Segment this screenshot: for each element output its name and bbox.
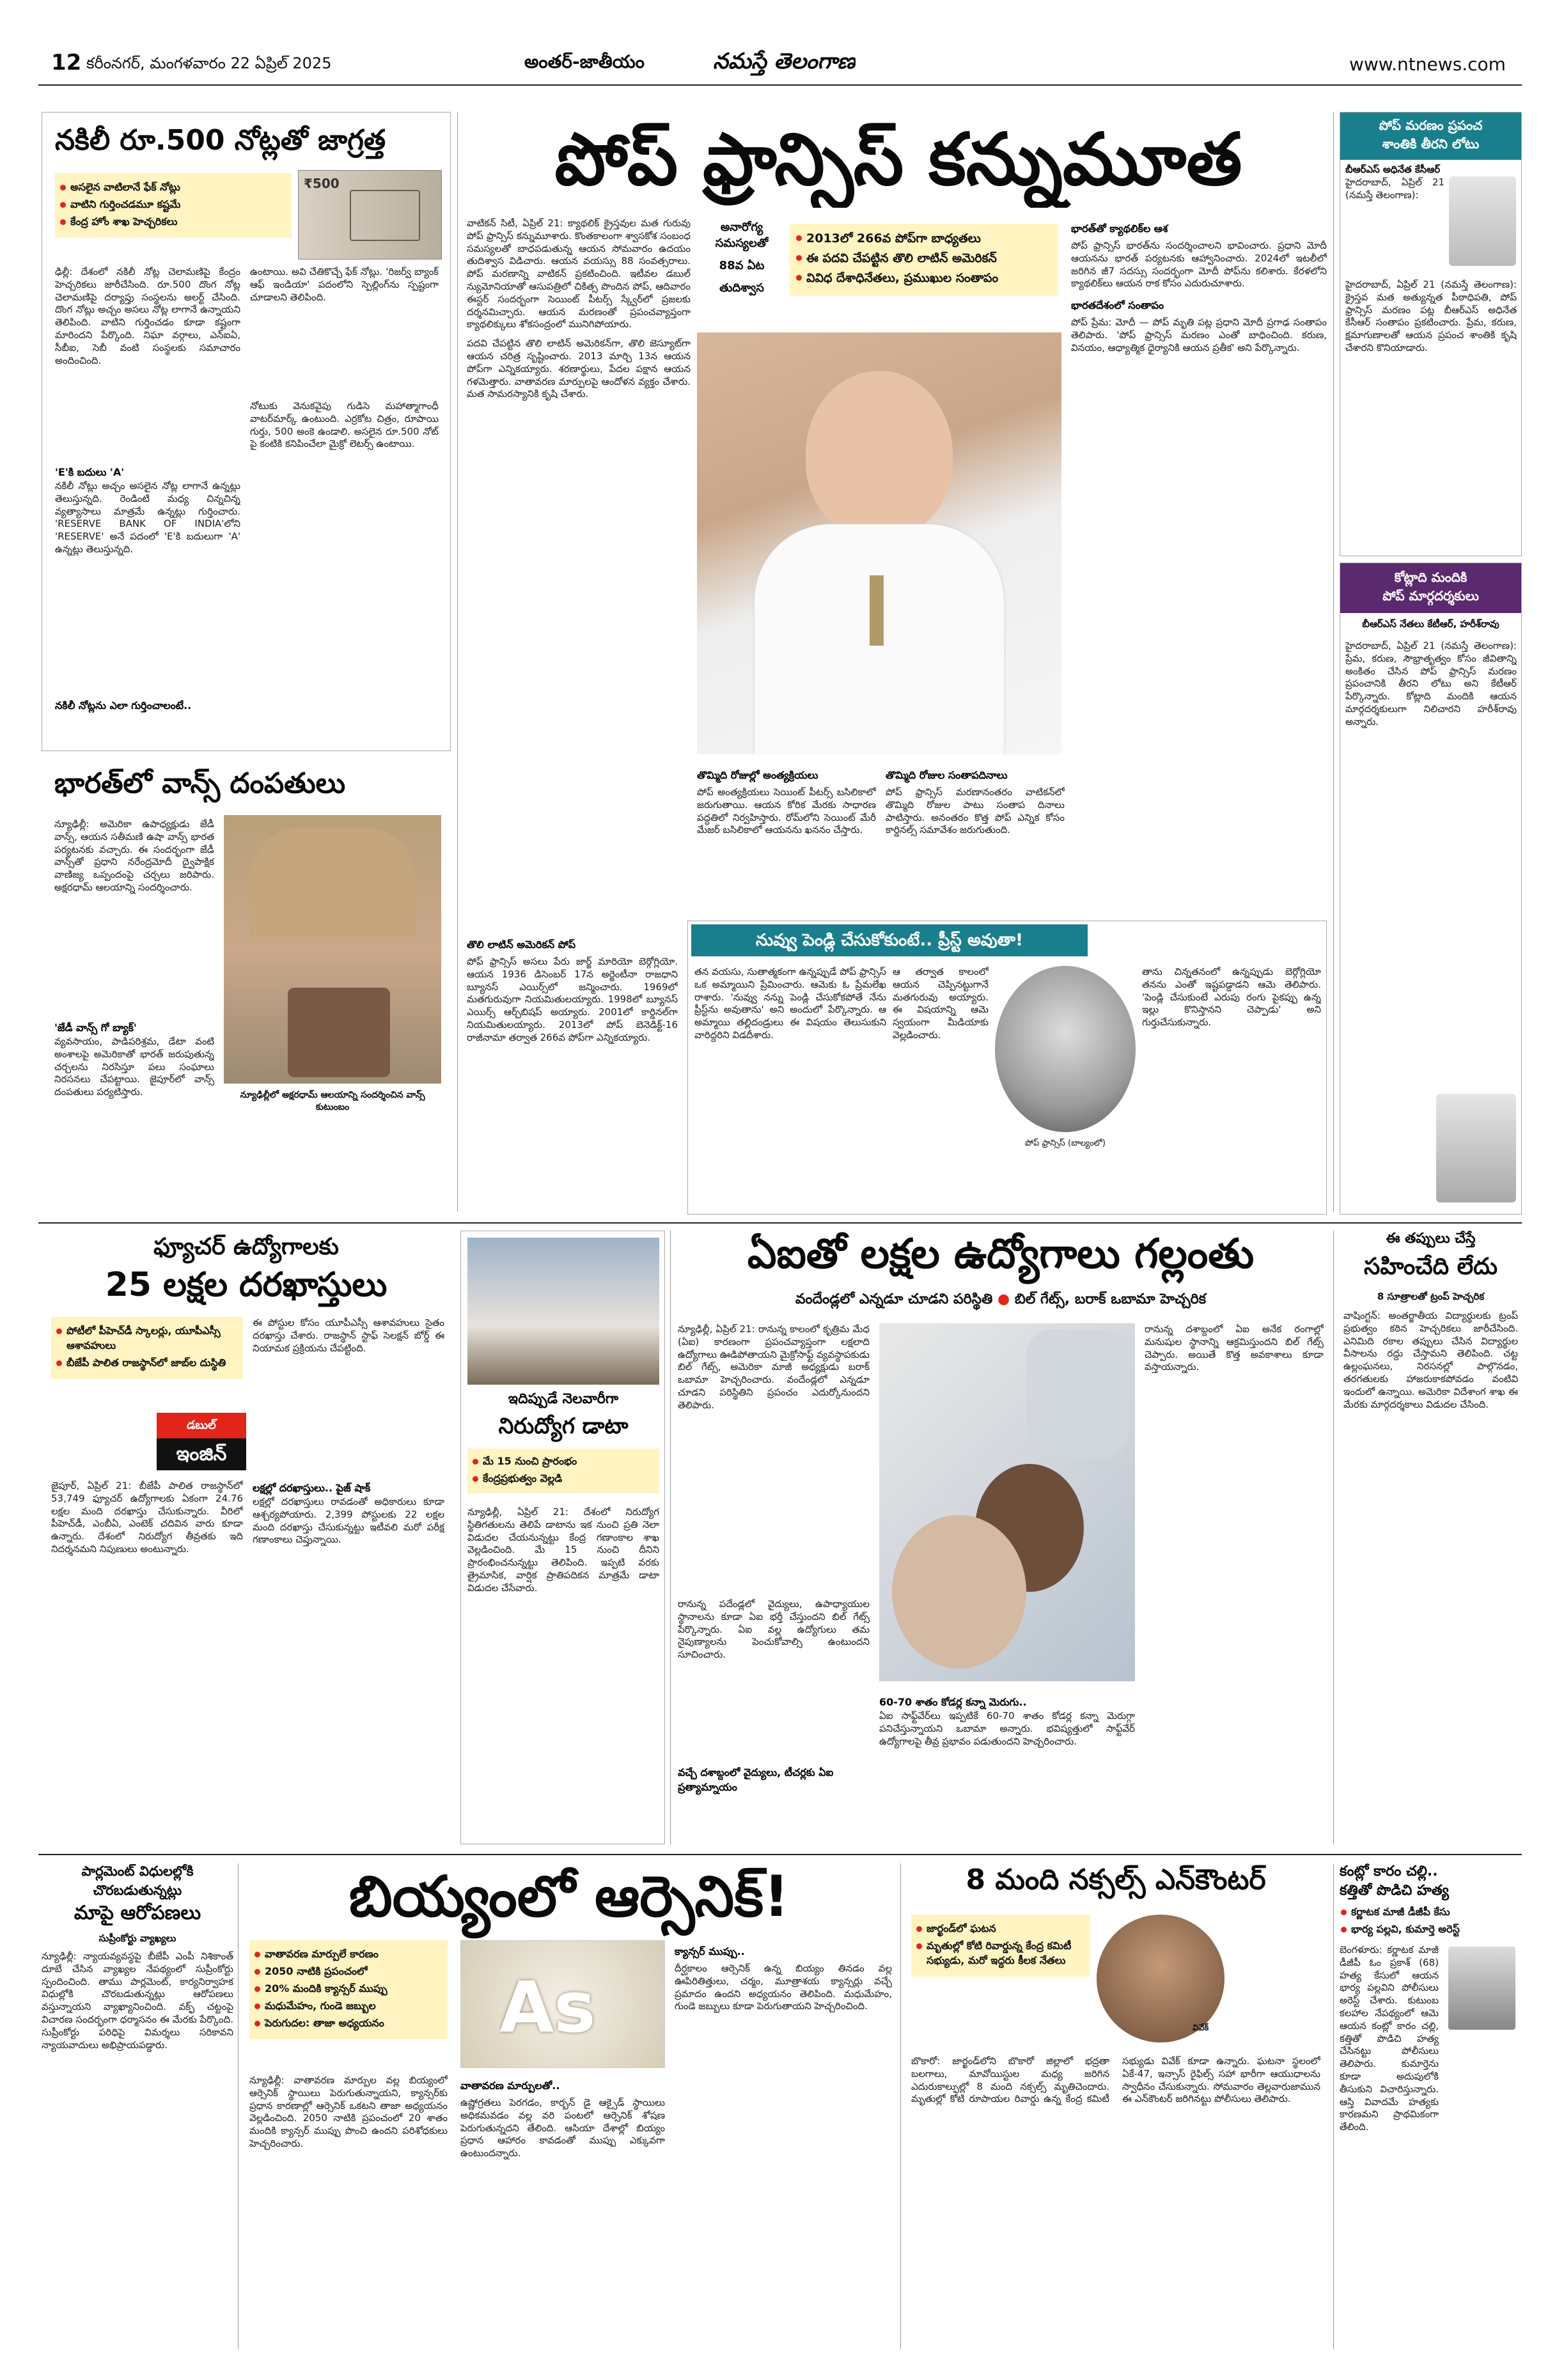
future-title2: 25 లక్షల దరఖాస్తులు	[105, 1266, 387, 1304]
robot-image	[1026, 1330, 1129, 1458]
karnataka-title1: కంట్లో కారం చల్లి..	[1340, 1863, 1438, 1879]
future-col2: ఈ పోస్టుల కోసం యూపీఎస్సీ ఆశావహులు సైతం దరఖాస్తు చేశారు. రాజస్థాన్‌ స్టాఫ్‌ సెలక్షన్‌ బోర్డ్‌ ఈ నియామక ప్రక్రియను చేపట్టింది.	[253, 1317, 444, 1354]
young-pope-photo	[995, 966, 1136, 1132]
arsenic-bullets	[249, 1940, 448, 2039]
future-col1: జైపూర్‌, ఏప్రిల్‌ 21: బీజేపీ పాలిత రాజస్థాన్‌లో 53,749 ఫ్యూచర్‌ ఉద్యోగాలకు ఏకంగా 24.76 లక్షల మంది దరఖాస్తు చేసుకున్నారు. వీరిలో పీహెచ్‌డీ, ఎంబీఏ, ఎంటెక్‌ చదివిన వారు కూడా ఉన్నారు. దేశంలో నిరుద్యోగ తీవ్రతకు ఇది నిదర్శనమని నిపుణులు అంటున్నారు.	[51, 1480, 243, 1555]
ktr-byline: బీఆర్‌ఎస్‌ నేతలు కేటీఆర్‌, హరీశ్‌రావు	[1362, 618, 1499, 630]
ai-col4: రానున్న దశాబ్దంలో ఏఐ అనేక రంగాల్లో మనుషుల స్థానాన్ని ఆక్రమిస్తుందని బిల్‌ గేట్స్‌ చెప్పారు. అయితే కొత్త అవకాశాలు కూడా వస్తాయన్నారు.	[1145, 1323, 1324, 1373]
parliament-article	[42, 1863, 233, 2349]
unemp-title-a: ఇదిప్పుడే నెలవారీగా	[508, 1391, 619, 1407]
engine-badge: ఇంజిన్‌	[157, 1438, 246, 1470]
bullet: 2050 నాటికి ప్రపంచంలో	[253, 1965, 444, 1980]
ai-col2: రానున్న పదేండ్లలో వైద్యులు, ఉపాధ్యాయుల స్థానాలను కూడా ఏఐ భర్తీ చేస్తుందని బిల్‌ గేట్స్‌ పేర్కొన్నారు. ఏఐ వల్ల ఉద్యోగులు తమ నైపుణ్యాలను పెంచుకోవాల్సి ఉంటుందని సూచించారు.	[678, 1598, 870, 1661]
ai-jobs-article	[675, 1231, 1327, 1844]
parl-title2: చొరబడుతున్నట్లు	[93, 1883, 182, 1898]
priest-col1: తన వయసు, సుతాత్మకంగా ఉన్నప్పుడే పోప్‌ ఫ్రాన్సిస్‌ ఒక అమ్మాయిని ప్రేమించారు. ఆమెకు ఓ ప్రేమలేఖ రాశారు. 'నువ్వు నన్ను పెండ్లి చేసుకోకపోతే నేను ప్రీస్ట్‌ను అవుతాను' అని అందులో పేర్కొన్నారు. ఆ అమ్మాయి తల్లిదండ్రులు ఈ విషయం తెలుసుకుని వారిద్దరిని విడదీశారు.	[694, 966, 886, 1041]
ai-deck-b: బిల్‌ గేట్స్‌, బరాక్‌ ఒబామా హెచ్చరిక	[1014, 1291, 1207, 1307]
vance-para2: వ్యవసాయం, పాడిపరిశ్రమ, డేటా వంటి అంశాలపై అమెరికాతో భారత్‌ జరుపుతున్న చర్చలను నిరసిస్తూ పలు సంఘాలు నిరసనలు చేపట్టాయి. జైపూర్‌లో వాన్స్‌ దంపతులు పర్యటిస్తారు.	[54, 1036, 214, 1098]
masthead	[38, 45, 1522, 83]
pope-col2-text: పదవి చేపట్టిన తొలి లాటిన్‌ అమెరికన్‌గా, తొలి జెస్యూట్‌గా ఆయన చరిత్ర సృష్టించారు. 2013 మార్చి 13న ఆయన పోప్‌గా ఎన్నికయ్యారు. శరణార్థులు, పేదల పక్షాన ఆయన గళమెత్తారు. వాతావరణ మార్పులపై ఆందోళన వ్యక్తం చేశారు. మత సామరస్యానికి కృషి చేశారు.	[467, 338, 691, 400]
dgp-photo	[1448, 1947, 1515, 2030]
note-value: ₹500	[304, 176, 340, 191]
bullet: అసలైన వాటిలానే ఫేక్‌ నోట్లు	[59, 181, 288, 196]
double-badge: డబుల్‌	[157, 1413, 246, 1438]
priest-title: నువ్వు పెండ్లి చేసుకోకుంటే.. ప్రీస్ట్‌ అవుతా!	[691, 924, 1088, 956]
pope-col1-text: వాటికన్‌ సిటీ, ఏప్రిల్‌ 21: క్యాథలిక్‌ క్రైస్తవుల మత గురువు పోప్‌ ఫ్రాన్సిస్‌ కన్నుమూశారు. కొంతకాలంగా శ్వాసకోశ సంబంధ సమస్యలతో బాధపడుతున్న ఆయన సోమవారం ఉదయం తుదిశ్వాస విడిచారు. ఆయన వయస్సు 88 సంవత్సరాలు. పోప్‌ మరణాన్ని వాటికన్‌ ప్రకటించింది. ఇటీవల డబుల్‌ న్యుమోనియాతో ఆసుపత్రిలో చికిత్స పొందిన పోప్‌, ఆదివారం ఈస్టర్‌ సందర్భంగా సెయింట్‌ పీటర్స్‌ స్క్వేర్‌లో ప్రజలకు దర్శనమిచ్చారు. ఆయన మరణంతో ప్రపంచవ్యాప్తంగా క్యాథలిక్కులు శోకసంద్రంలో మునిగిపోయారు.	[467, 217, 691, 331]
fake-notes-bullets	[55, 173, 292, 238]
future-col3: లక్షల్లో దరఖాస్తులు రావడంతో అధికారులు కూడా ఆశ్చర్యపోయారు. 2,399 పోస్టులకు 22 లక్షల మంది దరఖాస్తు చేసుకున్నట్టు ఇటీవలి మరో పరీక్ష గణాంకాలు చెప్తున్నాయి.	[253, 1496, 444, 1546]
red-fort-image	[350, 190, 420, 241]
arsenic-col3: దీర్ఘకాలం ఆర్సెనిక్‌ ఉన్న బియ్యం తినడం వల్ల ఊపిరితిత్తులు, చర్మం, మూత్రాశయ క్యాన్సర్లు వచ్చే ప్రమాదం ఉందని అధ్యయనం తెలిపింది. మధుమేహం, గుండె జబ్బులు కూడా పెరుగుతాయని హెచ్చరించింది.	[675, 1963, 892, 2012]
bullet: కర్ణాటక మాజీ డీజీపీ కేసు	[1340, 1906, 1522, 1920]
title-line: పోప్‌ మార్గదర్శకులు	[1382, 588, 1479, 603]
arsenic-col2-wrap	[460, 2074, 665, 2343]
future-jobs-article	[42, 1231, 451, 1844]
pope-side-label	[700, 221, 783, 323]
bullet: పోటీలో పీహెచ్‌డీ స్కాలర్లు, యూపీఎస్సీ ఆశావహులు	[55, 1325, 239, 1354]
ktr-box	[1340, 563, 1522, 1215]
bullet: మే 15 నుంచి ప్రారంభం	[471, 1455, 655, 1470]
bio-text: పోప్‌ ఫ్రాన్సిస్‌ మరణానంతరం వాటికన్‌లో తొమ్మిది రోజుల పాటు సంతాప దినాలు పాటిస్తారు. అనంతరం కొత్త పోప్‌ ఎన్నిక కోసం కార్డినల్స్‌ సమావేశం జరుగుతుంది.	[886, 786, 1065, 836]
kcr-photo	[1449, 176, 1516, 266]
fake-notes-title: నకిలీ రూ.500 నోట్లతో జాగ్రత్త	[55, 124, 386, 157]
mid-head: తొమ్మిది రోజుల్లో అంత్యక్రియలు	[697, 769, 818, 781]
vance-para1: న్యూఢిల్లీ: అమెరికా ఉపాధ్యక్షుడు జేడీ వాన్స్‌, ఆయన సతీమణి ఉషా వాన్స్‌ భారత పర్యటనకు వచ్చారు. ఈ సందర్భంగా జేడీ వాన్స్‌తో ప్రధాని నరేంద్రమోదీ ద్వైపాక్షిక వాణిజ్య ఒప్పందంపై చర్చలు జరిపారు. అక్షరధామ్‌ ఆలయాన్ని సందర్శించారు.	[54, 818, 214, 893]
unemp-text: న్యూఢిల్లీ, ఏప్రిల్‌ 21: దేశంలో నిరుద్యోగ స్థితిగతులను తెలిపే డాటాను ఇక నుంచి ప్రతి నెలా విడుదల చేయనున్నట్టు కేంద్ర గణాంకాల శాఖ వెల్లడించింది. మే 15 నుంచి దీనిని ప్రారంభించనున్నట్టు తెలిపింది. ఇప్పటి వరకు త్రైమాసిక, వార్షిక ప్రాతిపదికన మాత్రమే డాటా విడుదల చేసేవారు.	[467, 1506, 659, 1594]
bullet: మృతుల్లో కోటి రివార్డున్న కేంద్ర కమిటీ సభ్యుడు, మరో ఇద్దరు కీలక నేతలు	[915, 1940, 1086, 1969]
priest-article	[687, 921, 1327, 1215]
bullet: పెరుగుదల: తాజా అధ్యయనం	[253, 2017, 444, 2032]
pope-bio	[886, 764, 1065, 924]
tappulu-title1: ఈ తప్పులు చేస్తే	[1386, 1231, 1476, 1247]
ai-col1: న్యూఢిల్లీ, ఏప్రిల్‌ 21: రానున్న కాలంలో కృత్రిమ మేధ (ఏఐ) కారణంగా ప్రపంచవ్యాప్తంగా లక్షలాది ఉద్యోగాలు ఊడిపోతాయని మైక్రోసాఫ్ట్‌ వ్యవస్థాపకుడు బిల్‌ గేట్స్‌, అమెరికా మాజీ అధ్యక్షుడు బరాక్‌ ఒబామా హెచ్చరించారు. వందేండ్లలో ఎన్నడూ చూడని పరిస్థితిని ప్రపంచం ఎదుర్కోనుందని తెలిపారు.	[678, 1323, 870, 1411]
ai-photo	[879, 1323, 1135, 1681]
unemp-title-b: నిరుద్యోగ డాటా	[498, 1413, 629, 1439]
ai-title: ఏఐతో లక్షల ఉద్యోగాలు గల్లంతు	[747, 1231, 1255, 1278]
pope-headline: పోప్‌ ఫ్రాన్సిస్‌ కన్నుమూత	[554, 118, 1242, 201]
paper-logo: నమస్తే తెలంగాణ	[713, 49, 856, 74]
arsenic-col1: న్యూఢిల్లీ: వాతావరణ మార్పుల వల్ల బియ్యంలో ఆర్సెనిక్‌ స్థాయిలు పెరుగుతున్నాయని, క్యాన్సర్‌కు ప్రధాన కారణాల్లో ఆర్సెనిక్‌ ఒకటని తాజా అధ్యయనం వెల్లడించింది. 2050 నాటికి ప్రపంచంలో 20 శాతం మందికి క్యాన్సర్‌ ముప్పు పొంచి ఉందని పరిశోధకులు హెచ్చరించారు.	[249, 2074, 448, 2149]
family-image	[288, 988, 390, 1077]
latin-text: పోప్‌ ఫ్రాన్సిస్‌ అసలు పేరు జార్జ్‌ మారియో బెర్గోగ్లియో. ఆయన 1936 డిసెంబర్‌ 17న అర్జెంటీనా రాజధాని బ్యూనస్‌ ఎయిర్స్‌లో జన్మించారు. 1969లో మతగురువుగా నియమితులయ్యారు. 1998లో బ్యూనస్‌ ఎయిర్స్‌ ఆర్చ్‌బిషప్‌ అయ్యారు. 2001లో కార్డినల్‌గా నియమితులయ్యారు. 2013లో పోప్‌ బెనెడిక్ట్‌-16 రాజీనామా తర్వాత 266వ పోప్‌గా ఎన్నికయ్యారు.	[467, 956, 678, 1043]
unemp-bullets	[467, 1449, 659, 1493]
mid-text: పోప్‌ అంత్యక్రియలు సెయింట్‌ పీటర్స్‌ బసిలికాలో జరుగుతాయి. ఆయన కోరిక మేరకు సాధారణ పద్ధతిలో నిర్వహిస్తారు. రోమ్‌లోని సెయింట్‌ మేరీ మేజర్‌ బసిలికాలో ఆయనను ఖననం చేస్తారు.	[697, 786, 876, 836]
side-label-3: తుదిశ్వాస	[719, 281, 764, 295]
side-label-1: అనారోగ్య సమస్యలతో	[715, 221, 769, 250]
latin-head: తొలి లాటిన్‌ అమెరికన్‌ పోప్‌	[467, 938, 576, 951]
vance-subhead: 'జేడీ వాన్స్‌ గో బ్యాక్‌'	[54, 1022, 137, 1034]
fake-notes-article	[42, 112, 451, 751]
arsenic-symbol: As	[499, 1966, 596, 2048]
arsenic-sub1: వాతావరణ మార్పులతో..	[460, 2080, 560, 2092]
parl-title3: మాపై ఆరోపణలు	[74, 1902, 201, 1924]
bullet: మధుమేహం, గుండె జబ్బుల	[253, 2000, 444, 2014]
parl-sub: సుప్రీంకోర్టు వ్యాఖ్యలు	[98, 1933, 176, 1944]
bullet: కేంద్రప్రభుత్వం వెల్లడి	[471, 1472, 655, 1487]
tappulu-text: వాషింగ్టన్‌: అంతర్జాతీయ విద్యార్థులకు ట్రంప్‌ ప్రభుత్వం కఠిన హెచ్చరికలు జారీచేసింది. ఎనిమిది రకాల తప్పులు చేసిన విద్యార్థుల వీసాలను రద్దు చేస్తామని తెలిపింది. చట్ట ఉల్లంఘనలు, నిరసనల్లో పాల్గొనడం, తరగతులకు హాజరుకాకపోవడం వంటివి ఇందులో ఉన్నాయి. అమెరికా విదేశాంగ శాఖ ఈ మేరకు మార్గదర్శకాలు విడుదల చేసింది.	[1343, 1310, 1518, 1410]
bullet: 20% మందికి క్యాన్సర్‌ ముప్పు	[253, 1982, 444, 1997]
ai-deck-a: వందేండ్లలో ఎన్నడూ చూడని పరిస్థితి	[795, 1291, 993, 1307]
photo-label: పోప్‌ ఫ్రాన్సిస్‌ (బాల్యంలో)	[1024, 1139, 1106, 1148]
karnataka-bullets	[1340, 1906, 1522, 1938]
pope-mid	[697, 764, 876, 924]
kcr-text: హైదరాబాద్‌, ఏప్రిల్‌ 21 (నమస్తే తెలంగాణ): క్రైస్తవ మత అత్యున్నత పీఠాధిపతి, పోప్‌ ఫ్రాన్సిస్‌ మరణం పట్ల బీఆర్‌ఎస్‌ అధినేత కేసీఆర్‌ సంతాపం ప్రకటించారు. ప్రేమ, కరుణ, క్షమాగుణాలతో ఆయన ప్రపంచ శాంతికి కృషి చేశారని కొనియాడారు.	[1345, 279, 1517, 354]
side-label-2: 88వ ఏట	[719, 259, 765, 272]
kcr-box-title	[1340, 113, 1521, 160]
tappulu-article	[1340, 1231, 1522, 1844]
pope-col4	[1071, 217, 1327, 895]
bullet: వాటిని గుర్తించడమూ కష్టమే	[59, 198, 288, 213]
arsenic-col2: ఉష్ణోగ్రతలు పెరగడం, కార్బన్‌ డై ఆక్సైడ్‌ స్థాయిలు అధికమవడం వల్ల వరి పంటలో ఆర్సెనిక్‌ శోషణ పెరుగుతున్నదని తేలింది. ఆసియా దేశాల్లో బియ్యం ప్రధాన ఆహారం కావడంతో ముప్పు ఎక్కువగా ఉంటుందన్నారు.	[460, 2097, 665, 2159]
title-line: కోట్లాది మందికి	[1394, 570, 1467, 585]
col4-head: భారత్‌తో క్యాథలిక్‌ల ఆశ	[1071, 222, 1168, 235]
pope-latin	[467, 933, 678, 1215]
fake-note-photo	[298, 170, 442, 260]
arsenic-col3-wrap	[675, 1940, 892, 2343]
pope-points	[790, 224, 1058, 296]
arsenic-article	[243, 1863, 895, 2349]
bullet: 2013లో 266వ పోప్‌గా బాధ్యతలు	[795, 231, 1053, 249]
arsenic-sub2: క్యాన్సర్‌ ముప్పు..	[675, 1945, 745, 1957]
section-name: అంతర్‌-జాతీయం	[524, 51, 645, 72]
vance-photo	[224, 815, 441, 1084]
vance-caption: న్యూఢిల్లీలో అక్షరధామ్‌ ఆలయాన్ని సందర్శించిన వాన్స్‌ కుటుంబం	[240, 1090, 425, 1112]
bullet: భార్య పల్లవి, కుమార్తె అరెస్ట్‌	[1340, 1923, 1522, 1938]
bullet: ఈ పదవి చేపట్టిన తొలి లాటిన్‌ అమెరికన్‌	[795, 251, 1053, 268]
kcr-byline: బీఆర్‌ఎస్‌ అధినేత కేసీఆర్‌	[1345, 164, 1441, 175]
bullet: జార్ఖండ్‌లో ఘటన	[915, 1922, 1086, 1937]
pope-col1	[467, 217, 691, 908]
karnataka-article	[1340, 1863, 1522, 2349]
edition-date: కరీంనగర్‌, మంగళవారం 22 ఏప్రిల్‌ 2025	[86, 54, 332, 72]
bullet: బీజేపీ పాలిత రాజస్థాన్‌లో జాబ్‌ల దుస్థితి	[55, 1357, 239, 1371]
ktr-box-title	[1340, 563, 1521, 613]
ai-sub1: 60-70 శాతం కోడర్ల కన్నా మెరుగు..	[879, 1696, 1027, 1708]
col4-head2: భారతదేశంలో సంతాపం	[1071, 299, 1164, 312]
job-queue-photo	[467, 1238, 659, 1385]
naxal-bullets	[911, 1915, 1090, 1977]
priest-col3: తాను చిన్నతనంలో ఉన్నప్పుడు బెర్గోగ్లియో తనను ఎంతో ఇష్టపడ్డాడని ఆమె తెలిపారు. 'పెండ్లి చేసుకుంటే ఎరుపు రంగు పైకప్పు ఉన్న ఇల్లు కొనిస్తానని చెప్పాడు' అని గుర్తుచేసుకున్నారు.	[1142, 966, 1321, 1029]
parl-title1: పార్లమెంట్‌ విధులల్లోకి	[81, 1863, 194, 1879]
vance-article	[42, 764, 451, 1211]
arsenic-title: బియ్యంలో ఆర్సెనిక్‌!	[348, 1863, 790, 1929]
karnataka-title2: కత్తితో పొడిచి హత్య	[1340, 1883, 1449, 1899]
vance-title: భారత్‌లో వాన్స్‌ దంపతులు	[54, 767, 346, 800]
naxal-text: బొకారో: జార్ఖండ్‌లోని బొకారో జిల్లాలో భద్రతా బలగాలు, మావోయిస్టుల మధ్య జరిగిన ఎదురుకాల్పుల్లో 8 మంది నక్సల్స్‌ మృతిచెందారు. మృతుల్లో కోటి రూపాయల రివార్డు ఉన్న కేంద్ర కమిటీ సభ్యుడు వివేక్‌ కూడా ఉన్నారు. ఘటనా స్థలంలో ఏకే-47, ఇన్సాస్‌ రైఫిల్స్‌ సహా భారీగా ఆయుధాలను స్వాధీనం చేసుకున్నారు. సోమవారం తెల్లవారుజామున ఈ ఎన్‌కౌంటర్‌ జరిగినట్టు పోలీసులు తెలిపారు.	[911, 2055, 1320, 2105]
karnataka-text: బెంగళూరు: కర్ణాటక మాజీ డీజీపీ ఓం ప్రకాశ్‌ (68) హత్య కేసులో ఆయన భార్య పల్లవిని పోలీసులు అరెస్ట్‌ చేశారు. కుటుంబ కలహాల నేపథ్యంలో ఆమె ఆయన కంట్లో కారం చల్లి, కత్తితో పొడిచి హత్య చేసినట్టు పోలీసులు తెలిపారు. కుమార్తెను కూడా అదుపులోకి తీసుకుని విచారిస్తున్నారు. ఆస్తి వివాదమే హత్యకు కారణమని ప్రాథమికంగా తేలింది.	[1340, 1944, 1439, 2133]
ai-col3: ఏఐ సాఫ్ట్‌వేర్‌లు ఇప్పటికే 60-70 శాతం కోడర్ల కన్నా మెరుగ్గా పనిచేస్తున్నాయని ఒబామా అన్నారు. భవిష్యత్తులో సాఫ్ట్‌వేర్‌ ఉద్యోగాలపై తీవ్ర ప్రభావం పడుతుందని హెచ్చరించారు.	[879, 1710, 1135, 1747]
title-line: పోప్‌ మరణం ప్రపంచ	[1379, 118, 1483, 133]
fake-notes-para3: నకిలీ నోట్లు అచ్చం అసలైన నోట్ల లాగానే ఉన్నట్లు తెలుస్తున్నది. రెండింటి మధ్య చిన్నచిన్న వ్యత్యాసాలు మాత్రమే ఉన్నట్లు గుర్తించారు. 'RESERVE BANK OF INDIA'లోని 'RESERVE' అనే పదంలో 'E'కి బదులుగా 'A' ఉన్నట్లు తెలుస్తున్నది.	[55, 480, 240, 555]
pope-photo	[697, 332, 1061, 754]
title-line: శాంతికి తీరని లోటు	[1382, 136, 1480, 152]
ai-sub2: వచ్చే దశాబ్దంలో వైద్యులు, టీచర్లకు ఏఐ ప్రత్యామ్నాయం	[678, 1766, 834, 1793]
future-title1: ఫ్యూచర్‌ ఉద్యోగాలకు	[153, 1234, 339, 1260]
gates-photo	[892, 1515, 1026, 1668]
fake-notes-para4: నోటుకు వెనుకవైపు గుడిసె మహాత్మాగాంధీ వాటర్‌మార్క్‌ ఉంటుంది. ఎర్రకోట చిత్రం, రూపాయి గుర్తు, 500 అంకె ఉండాలి. అసలైన రూ.500 నోట్‌ పై కంటికి కనిపించేలా మైక్రో లెటర్స్‌ ఉంటాయి.	[250, 400, 439, 450]
temple-image	[249, 828, 416, 937]
pope-face	[806, 371, 953, 537]
kcr-box	[1340, 112, 1522, 556]
fake-notes-para2: ఉంటాయి. అవి చేతికొచ్చే ఫేక్‌ నోట్లు. 'రిజర్వ్‌ బ్యాంక్‌ ఆఫ్‌ ఇండియా' పదంలోని స్పెల్లింగ్‌ను స్పష్టంగా చూడాలని తెలిపింది.	[250, 266, 439, 303]
site-url[interactable]: www.ntnews.com	[1349, 54, 1506, 75]
unemp-article	[460, 1231, 665, 1844]
naxal-title: 8 మంది నక్సల్స్‌ ఎన్‌కౌంటర్‌	[966, 1863, 1266, 1896]
fake-notes-para5: నకిలీ నోట్లను ఎలా గుర్తించాలంటే..	[55, 699, 192, 712]
rice-photo	[460, 1940, 665, 2068]
col4-text: పోప్‌ ఫ్రాన్సిస్‌ భారత్‌ను సందర్శించాలని భావించారు. ప్రధాని మోదీ ఆయనను భారత్‌ పర్యటనకు ఆహ్వానించారు. 2024లో ఇటలీలో జరిగిన జీ7 సదస్సు సందర్భంగా మోదీ పోప్‌ను కలిశారు. కేరళలోని క్యాథలిక్‌లు ఆయన రాక కోసం ఎదురుచూశారు.	[1071, 240, 1327, 290]
naxal-article	[905, 1863, 1327, 2349]
future-sub: లక్షల్లో దరఖాస్తులు.. పైజ్‌ షాక్‌	[253, 1482, 371, 1494]
bio-head: తొమ్మిది రోజుల సంతాపదినాలు	[886, 769, 1008, 781]
bullet: వాతావరణ మార్పులే కారణం	[253, 1948, 444, 1963]
ktr-text: హైదరాబాద్‌, ఏప్రిల్‌ 21 (నమస్తే తెలంగాణ): ప్రేమ, కరుణ, సౌభ్రాతృత్వం కోసం జీవితాన్ని అంకితం చేసిన పోప్‌ ఫ్రాన్సిస్‌ మరణం ప్రపంచానికి తీరని లోటు అని కేటీఆర్‌ పేర్కొన్నారు. కోట్లాది మందికి ఆయన మార్గదర్శకులుగా నిలిచారని హరీశ్‌రావు అన్నారు.	[1345, 640, 1517, 727]
ai-deck: వందేండ్లలో ఎన్నడూ చూడని పరిస్థితి ● బిల్‌ గేట్స్‌, బరాక్‌ ఒబామా హెచ్చరిక	[795, 1291, 1207, 1307]
col4-text-b: పోప్‌ ప్రేమ: మోదీ — పోప్‌ మృతి పట్ల ప్రధాని మోదీ ప్రగాఢ సంతాపం తెలిపారు. 'పోప్‌ ఫ్రాన్సిస్‌ మరణం ఎంతో బాధించింది. కరుణ, వినయం, ఆధ్యాత్మిక ధైర్యానికి ఆయన ప్రతీక' అని పేర్కొన్నారు.	[1071, 316, 1327, 354]
kcr-text-a: హైదరాబాద్‌, ఏప్రిల్‌ 21 (నమస్తే తెలంగాణ):	[1345, 176, 1444, 201]
fake-notes-para1: ఢిల్లీ: దేశంలో నకిలీ నోట్ల చెలామణిపై కేంద్రం హెచ్చరికలు జారీచేసింది. రూ.500 దొంగ నోట్ల చెలామణిపై దర్యాప్తు సంస్థలను అలర్ట్‌ చేసింది. దొంగ నోట్లు అచ్చం అసలు నోట్ల లాగానే ఉన్నాయని తెలిపింది. వాటిని గుర్తించడం కూడా కష్టంగా మారిందని పేర్కొంది. నిఘా వర్గాలు, ఎన్‌ఐఏ, సీబీఐ, సెబీ వంటి సంస్థలకు సమాచారం అందించింది.	[55, 266, 240, 366]
priest-col2: ఆ తర్వాత కాలంలో ఆయన చెప్పినట్టుగానే మతగురువు అయ్యారు. ఈ విషయాన్ని ఆమె స్వయంగా మీడియాకు వెల్లడించారు.	[893, 966, 989, 1041]
parl-text: న్యూఢిల్లీ: న్యాయవ్యవస్థపై బీజేపీ ఎంపీ నిశికాంత్‌ దూబే చేసిన వ్యాఖ్యల నేపథ్యంలో సుప్రీంకోర్టు స్పందించింది. తాము పార్లమెంట్‌, కార్యనిర్వాహక విధుల్లోకి చొరబడుతున్నట్లు ఆరోపణలు వస్తున్నాయని వ్యాఖ్యానించింది. వక్ఫ్‌ చట్టంపై విచారణ సందర్భంగా ధర్మాసనం ఈ మేరకు పేర్కొంది. సుప్రీంకోర్టు పరిధిపై విమర్శలు సరికావని న్యాయవాదులు అభిప్రాయపడ్డారు.	[42, 1950, 233, 2051]
future-bullets	[51, 1317, 243, 1379]
fake-notes-subhead: 'E'కి బదులు 'A'	[55, 466, 125, 478]
bullet: వివిధ దేశాధినేతలు, ప్రముఖుల సంతాపం	[795, 271, 1053, 288]
vivek-label: వివేక్‌	[1193, 2023, 1209, 2033]
ktr-photo	[1436, 1094, 1516, 1202]
bullet: కేంద్ర హోం శాఖ హెచ్చరికలు	[59, 215, 288, 230]
page-number: 12	[51, 50, 82, 75]
tappulu-sub: 8 సూత్రాలతో ట్రంప్‌ హెచ్చరిక	[1377, 1291, 1485, 1302]
tappulu-title2: సహించేది లేదు	[1363, 1254, 1498, 1280]
cross-icon	[870, 575, 884, 646]
